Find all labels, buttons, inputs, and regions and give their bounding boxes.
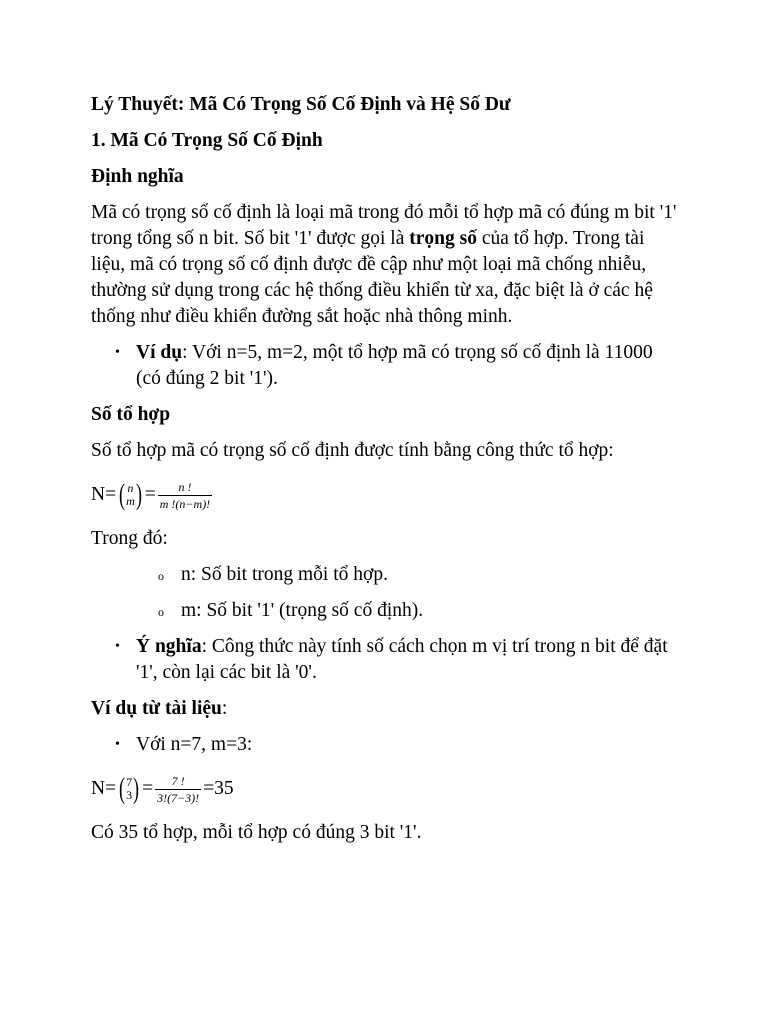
example-label: Ví dụ (136, 342, 183, 363)
example-list (91, 340, 681, 392)
list-item (91, 340, 681, 392)
formula-result: =35 (203, 778, 234, 799)
binomial-top: 7 (126, 775, 133, 789)
fraction-numerator: 7 ! (171, 773, 185, 788)
section-heading: 1. Mã Có Trọng Số Cố Định (91, 130, 323, 151)
formula-lhs: N= (91, 778, 117, 799)
list-item: o m: Số bit '1' (trọng số cố định). (91, 598, 681, 624)
meaning-label: Ý nghĩa (136, 636, 202, 657)
fraction-denominator: m !(n−m)! (159, 496, 211, 511)
where-label: Trong đó: (91, 528, 168, 549)
doc-example-heading (91, 696, 681, 722)
meaning-text: : Công thức này tính số cách chọn m vị trí trong n bit để đặt '1', còn lại các bit là '0'. (136, 636, 668, 683)
fraction-denominator: 3!(7−3)! (157, 790, 200, 805)
document-title: Lý Thuyết: Mã Có Trọng Số Cố Định và Hệ Số Dư (91, 94, 511, 115)
binomial-bottom: m (126, 494, 135, 508)
binomial: ( 7 3 ) (119, 772, 140, 805)
doc-example-list (91, 732, 681, 758)
fraction (155, 774, 201, 805)
example-text: : Với n=5, m=2, một tổ hợp mã có trọng số cố định là 11000 (có đúng 2 bit '1'). (136, 342, 653, 389)
list-item (91, 634, 681, 686)
doc-example-heading-text: Ví dụ từ tài liệu (91, 698, 222, 719)
definition-bold-term: trọng số (409, 228, 477, 249)
binomial-top: n (127, 481, 134, 495)
formula-general (91, 474, 681, 516)
conclusion-text: Có 35 tổ hợp, mỗi tổ hợp có đúng 3 bit '1'. (91, 822, 422, 843)
definition-text-end: của tổ hợp. Trong tài liệu, mã có trọng số cố định được đề cập như một loại mã chống nhiễu, thường sử dụng trong các hệ thống điều khiển từ xa, đặc biệt là ở các hệ thống như điều khiển đường sắt hoặc nhà thông minh. (91, 228, 653, 327)
binomial: ( n m ) (119, 478, 142, 511)
definition-heading: Định nghĩa (91, 166, 184, 187)
formula-lhs: N= (91, 484, 117, 505)
combinations-intro: Số tổ hợp mã có trọng số cố định được tính bằng công thức tổ hợp: (91, 440, 614, 461)
fraction-numerator: n ! (178, 479, 192, 494)
combinations-heading: Số tổ hợp (91, 404, 171, 425)
formula-equals: = (142, 778, 154, 799)
document-page (91, 92, 681, 856)
binomial-bottom: 3 (126, 788, 133, 802)
formula-example (91, 768, 681, 810)
list-item: o n: Số bit trong mỗi tổ hợp. (91, 562, 681, 588)
meaning-list (91, 634, 681, 686)
doc-example-colon: : (221, 698, 228, 719)
formula-equals: = (144, 484, 156, 505)
definition-paragraph (91, 200, 681, 330)
fraction (158, 480, 212, 511)
list-item: • Với n=7, m=3: (91, 732, 681, 758)
definition-text-start: Mã có trọng số cố định là loại mã trong đó mỗi tổ hợp mã có đúng m bit '1' trong tổng số n bit. Số bit '1' được gọi là (91, 202, 677, 249)
variable-list (91, 562, 681, 624)
